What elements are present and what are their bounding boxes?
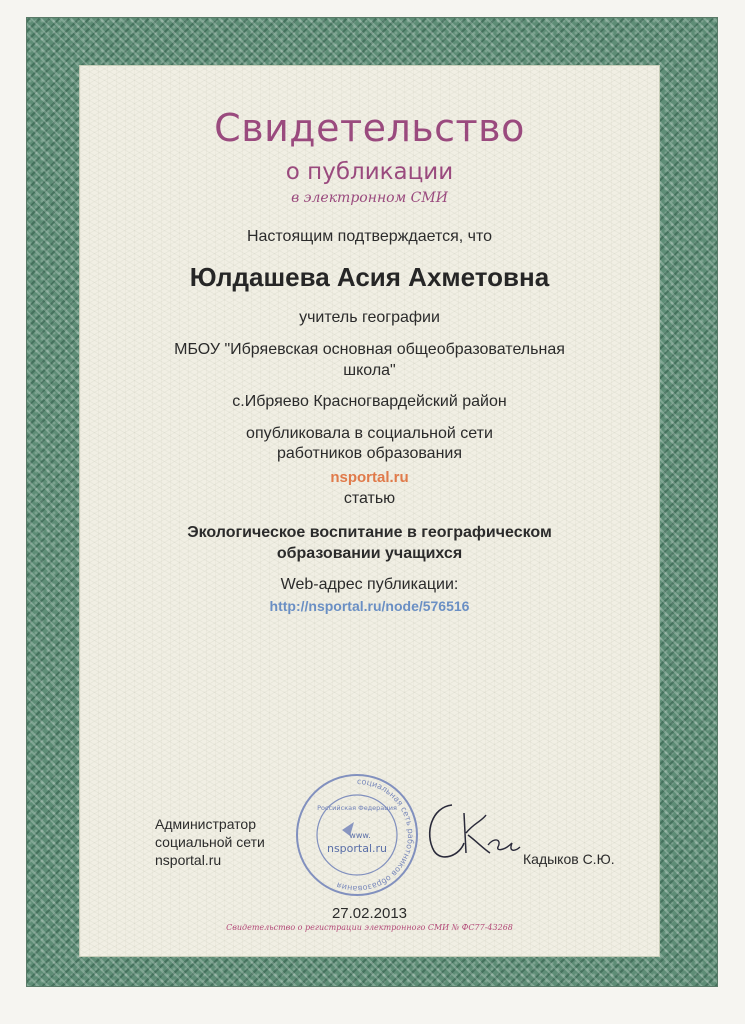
web-address-label: Web-адрес публикации:: [280, 576, 459, 593]
publication-url[interactable]: [80, 598, 659, 614]
published-line-2: работников образования: [276, 445, 463, 462]
admin-line-1: Администратор: [155, 816, 257, 832]
confirm-text: Настоящим подтверждается, что: [246, 228, 493, 245]
article-title: [80, 522, 659, 564]
seal-ring-text: социальная сеть работников образования: [335, 776, 415, 894]
recipient-name: Юлдашева Асия Ахметовна: [189, 262, 550, 292]
published-statement: [80, 424, 659, 464]
admin-block: [155, 815, 265, 869]
registration-note: Свидетельство о регистрации электронного СМИ № ФС77-43268: [226, 923, 513, 932]
seal-center-bottom: nsportal.ru: [326, 842, 388, 855]
signature-icon: [412, 793, 522, 873]
article-word: статью: [343, 490, 396, 507]
school-line-2: школа": [343, 362, 396, 379]
svg-text:социальная сеть работников обр: [335, 777, 415, 893]
location: с.Ибряево Красногвардейский район: [232, 393, 507, 410]
school-line-1: МБОУ "Ибряевская основная общеобразовательная: [174, 341, 565, 358]
seal-top-text: Российская Федерация: [317, 804, 397, 812]
published-line-1: опубликовала в социальной сети: [246, 425, 493, 442]
site-name: nsportal.ru: [330, 469, 409, 486]
article-title-line-1: Экологическое воспитание в географическом: [187, 524, 552, 541]
school-name: [80, 339, 659, 381]
signer-name: Кадыков С.Ю.: [523, 851, 615, 867]
certificate-title: Свидетельство: [214, 106, 525, 150]
issue-date: 27.02.2013: [331, 905, 408, 922]
certificate-subtitle-media: в электронном СМИ: [291, 190, 448, 206]
certificate-subtitle: о публикации: [285, 159, 454, 185]
article-title-line-2: образовании учащихся: [276, 545, 463, 562]
admin-line-3: nsportal.ru: [155, 852, 222, 868]
publication-url-link[interactable]: http://nsportal.ru/node/576516: [269, 598, 470, 614]
official-seal-icon: [292, 770, 422, 900]
admin-line-2: социальной сети: [155, 834, 265, 850]
recipient-position: учитель географии: [299, 309, 440, 326]
seal-center-top: www.: [349, 831, 371, 840]
